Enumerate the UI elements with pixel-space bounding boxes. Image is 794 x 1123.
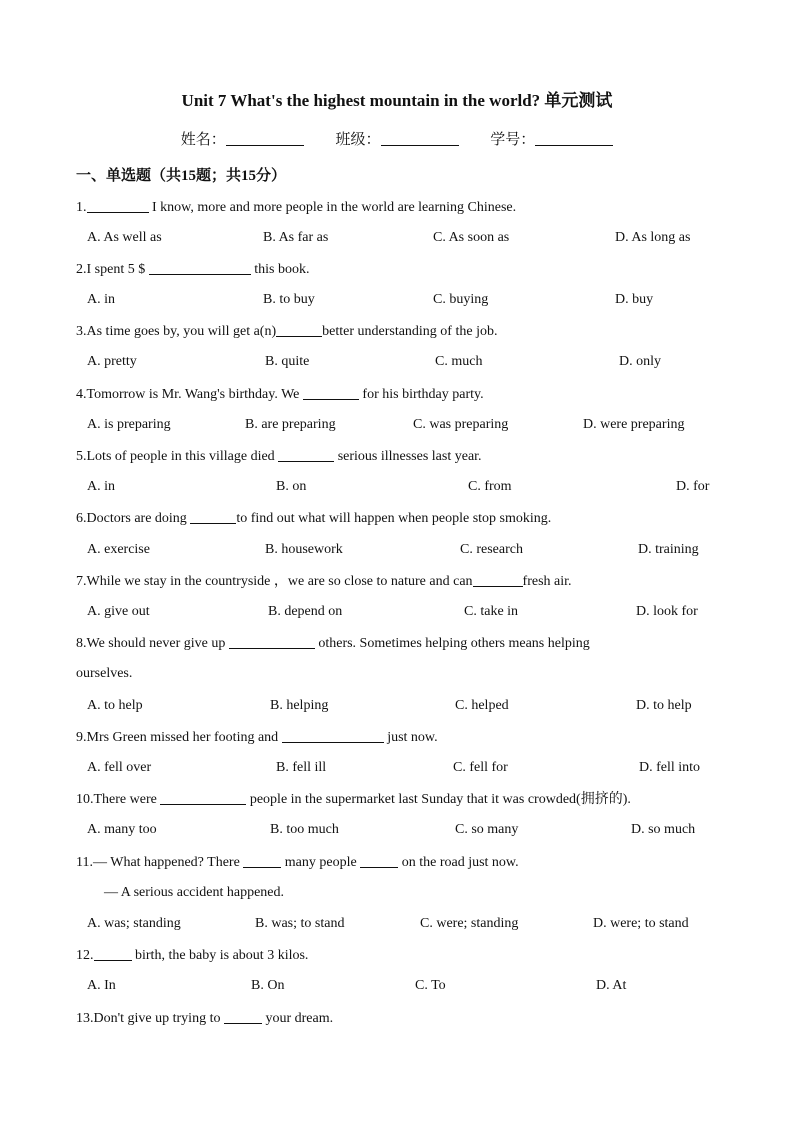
option-b[interactable]: B. are preparing bbox=[245, 417, 336, 432]
option-c[interactable]: C. so many bbox=[455, 822, 519, 837]
question-7 bbox=[76, 572, 572, 591]
option-b[interactable]: B. fell ill bbox=[276, 760, 327, 775]
option-a[interactable]: A. In bbox=[87, 978, 116, 993]
option-c[interactable]: C. much bbox=[435, 354, 483, 369]
answer-blank[interactable] bbox=[94, 946, 132, 961]
option-a[interactable]: A. As well as bbox=[87, 230, 162, 245]
question-text: for his birthday party. bbox=[358, 387, 484, 402]
answer-blank[interactable] bbox=[229, 634, 315, 649]
question-3 bbox=[76, 322, 497, 341]
question-text: just now. bbox=[383, 730, 438, 745]
answer-blank[interactable] bbox=[190, 509, 236, 524]
question-text: better understanding of the job. bbox=[322, 324, 498, 339]
option-b[interactable]: B. quite bbox=[265, 354, 310, 369]
answer-blank[interactable] bbox=[278, 447, 334, 462]
question-4 bbox=[76, 385, 484, 404]
answer-blank[interactable] bbox=[87, 198, 149, 213]
question-text: many people bbox=[281, 855, 361, 870]
question-text: 6.Doctors are doing bbox=[76, 511, 191, 526]
question-8 bbox=[76, 634, 590, 653]
name-blank[interactable] bbox=[226, 130, 304, 146]
option-b[interactable]: B. On bbox=[251, 978, 285, 993]
option-c[interactable]: C. buying bbox=[433, 292, 489, 307]
question-text: 3.As time goes by, you will get a(n) bbox=[76, 324, 277, 339]
question-text: 7.While we stay in the countryside ，we are so close to nature and can bbox=[76, 574, 473, 589]
question-text: 8.We should never give up bbox=[76, 636, 229, 651]
question-text: 12. bbox=[76, 948, 94, 963]
question-text: 1. bbox=[76, 200, 87, 215]
option-a[interactable]: A. many too bbox=[87, 822, 157, 837]
question-text: to find out what will happen when people stop smoking. bbox=[236, 511, 552, 526]
option-c[interactable]: C. As soon as bbox=[433, 230, 510, 245]
option-d[interactable]: D. look for bbox=[636, 604, 698, 619]
option-b[interactable]: B. on bbox=[276, 479, 307, 494]
number-blank[interactable] bbox=[535, 130, 613, 146]
option-d[interactable]: D. buy bbox=[615, 292, 654, 307]
question-11 bbox=[76, 853, 519, 872]
question-2 bbox=[76, 260, 309, 279]
option-d[interactable]: D. were preparing bbox=[583, 417, 685, 432]
name-field bbox=[181, 128, 304, 149]
option-a[interactable]: A. fell over bbox=[87, 760, 152, 775]
answer-blank[interactable] bbox=[149, 260, 251, 275]
question-text: on the road just now. bbox=[398, 855, 519, 870]
question-text: your dream. bbox=[261, 1011, 334, 1026]
question-8-continuation: ourselves. bbox=[76, 666, 133, 681]
option-a[interactable]: A. to help bbox=[87, 698, 143, 713]
option-a[interactable]: A. pretty bbox=[87, 354, 137, 369]
option-d[interactable]: D. only bbox=[619, 354, 661, 369]
name-label: 姓名： bbox=[180, 132, 226, 148]
option-b[interactable]: B. too much bbox=[270, 822, 339, 837]
option-b[interactable]: B. housework bbox=[265, 542, 343, 557]
option-b[interactable]: B. depend on bbox=[268, 604, 343, 619]
option-d[interactable]: D. As long as bbox=[615, 230, 691, 245]
option-b[interactable]: B. helping bbox=[270, 698, 329, 713]
question-text: 9.Mrs Green missed her footing and bbox=[76, 730, 282, 745]
question-text: 13.Don't give up trying to bbox=[76, 1011, 224, 1026]
answer-blank[interactable] bbox=[243, 853, 281, 868]
option-d[interactable]: D. were; to stand bbox=[593, 916, 689, 931]
option-c[interactable]: C. take in bbox=[464, 604, 519, 619]
option-c[interactable]: C. was preparing bbox=[413, 417, 509, 432]
answer-blank[interactable] bbox=[473, 572, 523, 587]
question-text: 11.— What happened? There bbox=[76, 855, 244, 870]
question-11-reply: — A serious accident happened. bbox=[104, 885, 285, 900]
option-d[interactable]: D. training bbox=[638, 542, 699, 557]
answer-blank[interactable] bbox=[360, 853, 398, 868]
question-text: 5.Lots of people in this village died bbox=[76, 449, 279, 464]
question-9 bbox=[76, 728, 438, 747]
question-text: fresh air. bbox=[522, 574, 572, 589]
option-c[interactable]: C. from bbox=[468, 479, 512, 494]
page-title: Unit 7 What's the highest mountain in the world? 单元测试 bbox=[181, 91, 613, 110]
answer-blank[interactable] bbox=[282, 728, 384, 743]
question-1 bbox=[76, 198, 516, 217]
option-d[interactable]: D. fell into bbox=[639, 760, 701, 775]
question-text: 10.There were bbox=[76, 792, 161, 807]
answer-blank[interactable] bbox=[276, 322, 322, 337]
option-a[interactable]: A. was; standing bbox=[87, 916, 181, 931]
option-a[interactable]: A. is preparing bbox=[87, 417, 171, 432]
option-a[interactable]: A. in bbox=[87, 479, 115, 494]
option-a[interactable]: A. in bbox=[87, 292, 115, 307]
number-field bbox=[490, 128, 613, 149]
option-d[interactable]: D. so much bbox=[631, 822, 696, 837]
question-text: birth, the baby is about 3 kilos. bbox=[131, 948, 309, 963]
question-text: this book. bbox=[250, 262, 310, 277]
answer-blank[interactable] bbox=[224, 1009, 262, 1024]
number-label: 学号： bbox=[490, 132, 536, 148]
option-a[interactable]: A. give out bbox=[87, 604, 150, 619]
option-c[interactable]: C. research bbox=[460, 542, 523, 557]
option-c[interactable]: C. fell for bbox=[453, 760, 508, 775]
question-13 bbox=[76, 1009, 333, 1028]
question-5 bbox=[76, 447, 482, 466]
class-blank[interactable] bbox=[381, 130, 459, 146]
class-label: 班级： bbox=[335, 132, 381, 148]
option-d[interactable]: D. At bbox=[596, 978, 627, 993]
question-12 bbox=[76, 946, 308, 965]
question-text: serious illnesses last year. bbox=[334, 449, 482, 464]
question-text: 2.I spent 5 $ bbox=[76, 262, 149, 277]
student-info-row bbox=[0, 128, 794, 149]
option-c[interactable]: C. were; standing bbox=[420, 916, 519, 931]
answer-blank[interactable] bbox=[303, 385, 359, 400]
option-b[interactable]: B. was; to stand bbox=[255, 916, 345, 931]
question-text: I know, more and more people in the world are learning Chinese. bbox=[148, 200, 517, 215]
question-text: 4.Tomorrow is Mr. Wang's birthday. We bbox=[76, 387, 303, 402]
question-6 bbox=[76, 509, 551, 528]
question-text: people in the supermarket last Sunday that it was crowded(拥挤的). bbox=[246, 792, 631, 807]
question-10 bbox=[76, 790, 631, 809]
option-d[interactable]: D. to help bbox=[636, 698, 692, 713]
class-field bbox=[335, 128, 458, 149]
section-title: 一、单选题（共15题；共15分） bbox=[76, 168, 287, 184]
option-c[interactable]: C. To bbox=[415, 978, 446, 993]
option-a[interactable]: A. exercise bbox=[87, 542, 150, 557]
option-c[interactable]: C. helped bbox=[455, 698, 509, 713]
question-text: others. Sometimes helping others means helping bbox=[314, 636, 590, 651]
option-b[interactable]: B. As far as bbox=[263, 230, 329, 245]
answer-blank[interactable] bbox=[160, 790, 246, 805]
option-d[interactable]: D. for bbox=[676, 479, 710, 494]
option-b[interactable]: B. to buy bbox=[263, 292, 315, 307]
